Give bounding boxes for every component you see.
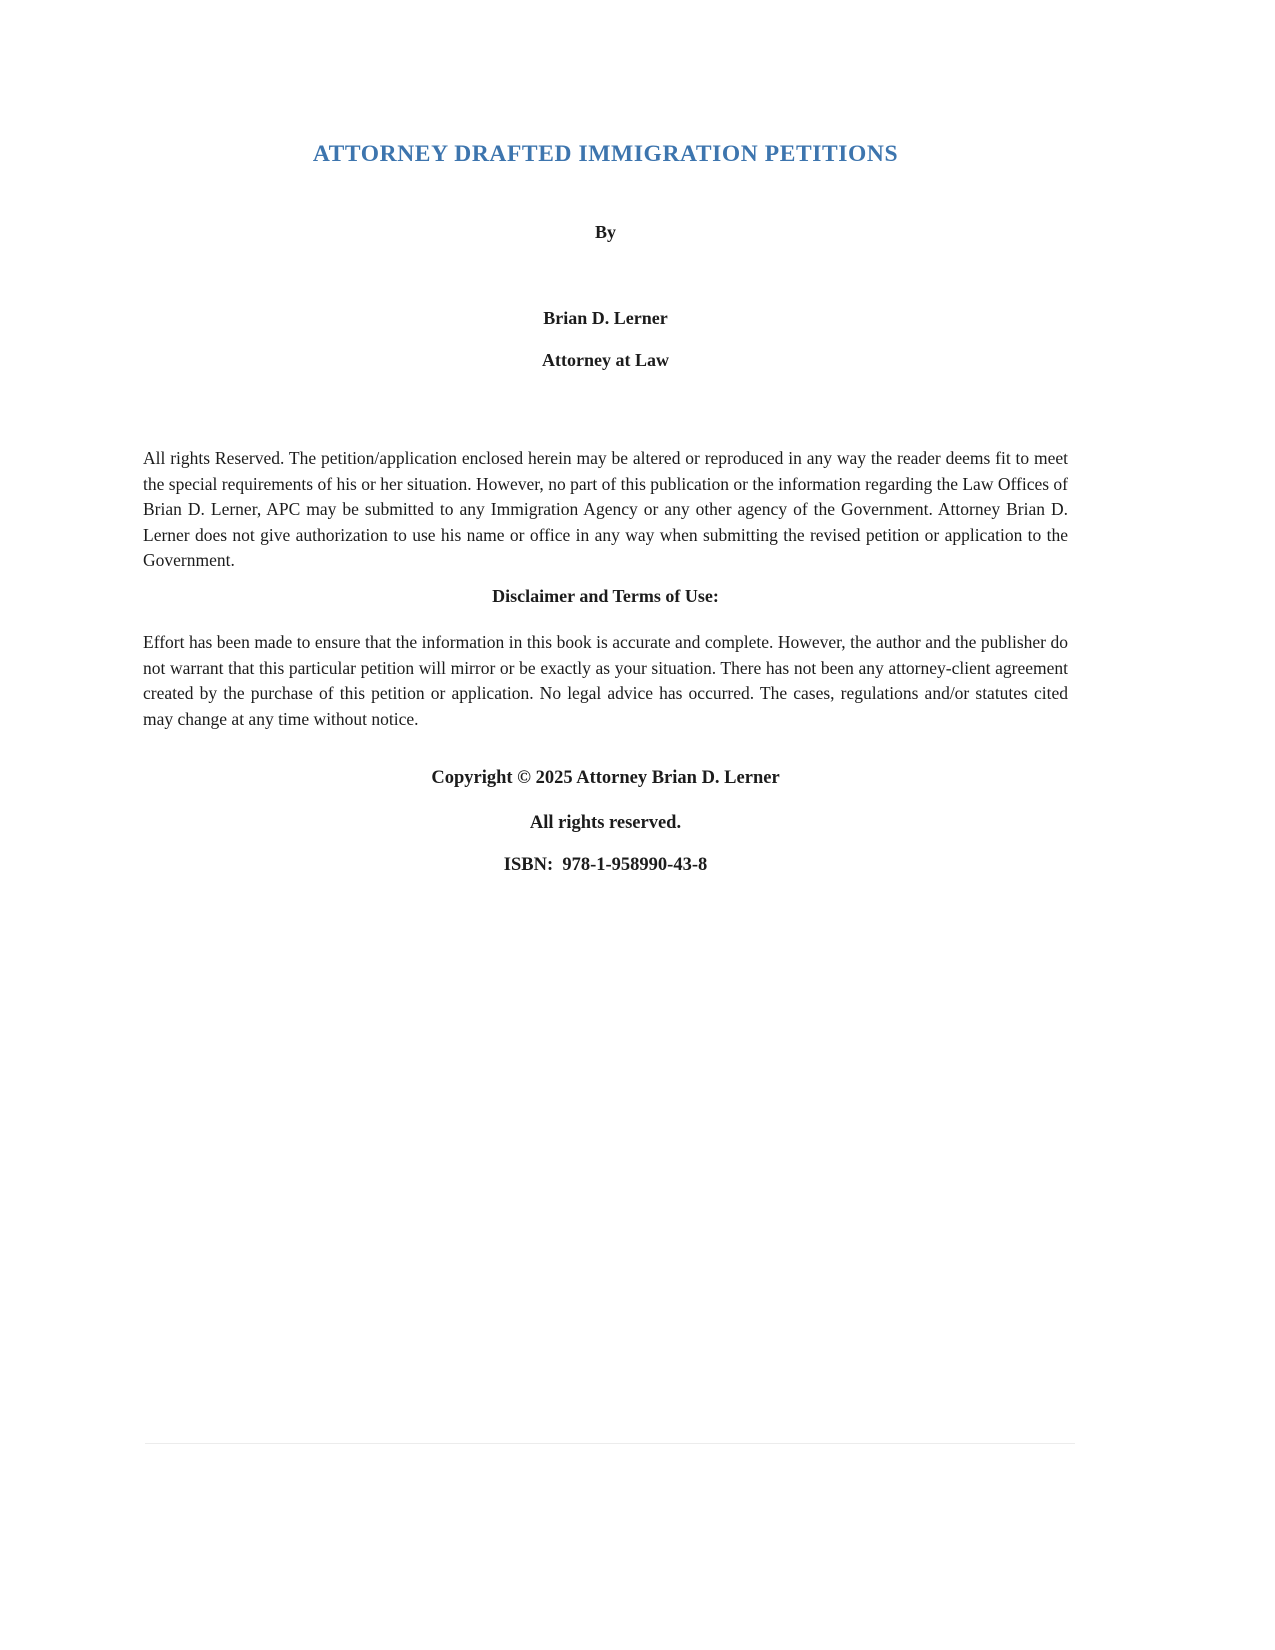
isbn-line: ISBN: 978-1-958990-43-8 (503, 855, 708, 875)
rights-reserved-line: All rights reserved. (529, 813, 682, 833)
footer-divider (145, 1443, 1075, 1444)
rights-notice-paragraph: All rights Reserved. The petition/application enclosed herein may be altered or reproduced in any way the reader deems fit to meet the special requirements of his or her situation. However, no part of this publication or the information regarding the Law Offices of Brian D. Lerner, APC may be submitted to any Immigration Agency or any other agency of the Government. Attorney Brian D. Lerner does not give authorization to use his name or office in any way when submitting the revised petition or application to the Government. (143, 448, 1068, 570)
author-name: Brian D. Lerner (543, 308, 668, 328)
disclaimer-heading: Disclaimer and Terms of Use: (492, 586, 719, 606)
byline-by: By (594, 222, 616, 242)
page-title: ATTORNEY DRAFTED IMMIGRATION PETITIONS (312, 141, 899, 167)
disclaimer-paragraph: Effort has been made to ensure that the information in this book is accurate and complete. However, the author and the publisher do not warrant that this particular petition will mirror or be exactly as your situation. There has not been any attorney-client agreement created by the purchase of this petition or application. No legal advice has occurred. The cases, regulations and/or statutes cited may change at any time without notice. (143, 632, 1068, 729)
copyright-line: Copyright © 2025 Attorney Brian D. Lerner (431, 768, 780, 788)
author-role: Attorney at Law (542, 350, 669, 370)
